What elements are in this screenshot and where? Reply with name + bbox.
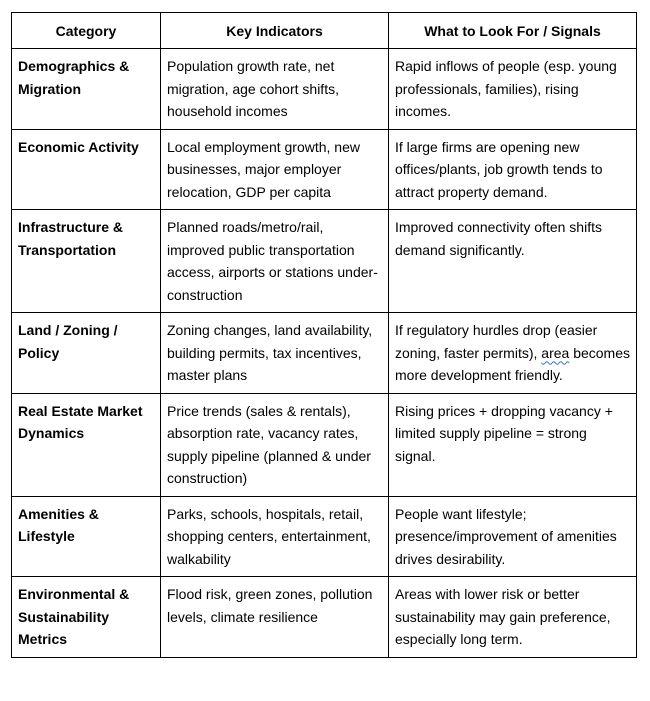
signals-cell: Rapid inflows of people (esp. young professionals, families), rising incomes.	[389, 49, 637, 130]
indicators-cell: Zoning changes, land availability, building permits, tax incentives, master plans	[161, 313, 389, 394]
signals-cell: Rising prices + dropping vacancy + limited supply pipeline = strong signal.	[389, 393, 637, 496]
header-signals: What to Look For / Signals	[389, 13, 637, 49]
header-category: Category	[12, 13, 161, 49]
category-cell: Demographics & Migration	[12, 49, 161, 130]
signals-cell	[389, 313, 637, 394]
indicators-cell: Planned roads/metro/rail, improved public transportation access, airports or stations under-construction	[161, 210, 389, 313]
signals-cell: If large firms are opening new offices/plants, job growth tends to attract property demand.	[389, 129, 637, 210]
indicators-cell: Price trends (sales & rentals), absorption rate, vacancy rates, supply pipeline (planned & under construction)	[161, 393, 389, 496]
indicators-table-container	[11, 12, 637, 658]
category-cell: Environmental & Sustainability Metrics	[12, 577, 161, 658]
indicators-cell: Population growth rate, net migration, age cohort shifts, household incomes	[161, 49, 389, 130]
category-cell: Economic Activity	[12, 129, 161, 210]
signals-text-post: becomes more development friendly.	[395, 344, 631, 383]
table-row	[12, 313, 637, 394]
indicators-cell: Parks, schools, hospitals, retail, shopping centers, entertainment, walkability	[161, 496, 389, 577]
category-cell: Amenities & Lifestyle	[12, 496, 161, 577]
table-row	[12, 393, 637, 496]
signals-text-pre: If regulatory hurdles drop (easier zoning, faster permits),	[395, 322, 598, 361]
category-cell: Infrastructure & Transportation	[12, 210, 161, 313]
table-header-row	[12, 13, 637, 49]
indicators-table	[11, 12, 637, 658]
header-key-indicators: Key Indicators	[161, 13, 389, 49]
table-row	[12, 210, 637, 313]
spellcheck-flagged-word[interactable]: area	[541, 344, 570, 361]
signals-cell: Areas with lower risk or better sustainability may gain preference, especially long term.	[389, 577, 637, 658]
category-cell: Land / Zoning / Policy	[12, 313, 161, 394]
signals-cell: People want lifestyle; presence/improvement of amenities drives desirability.	[389, 496, 637, 577]
category-cell: Real Estate Market Dynamics	[12, 393, 161, 496]
table-row	[12, 577, 637, 658]
indicators-cell: Flood risk, green zones, pollution levels, climate resilience	[161, 577, 389, 658]
table-row	[12, 496, 637, 577]
signals-cell: Improved connectivity often shifts demand significantly.	[389, 210, 637, 313]
table-row	[12, 129, 637, 210]
indicators-cell: Local employment growth, new businesses, major employer relocation, GDP per capita	[161, 129, 389, 210]
table-row	[12, 49, 637, 130]
